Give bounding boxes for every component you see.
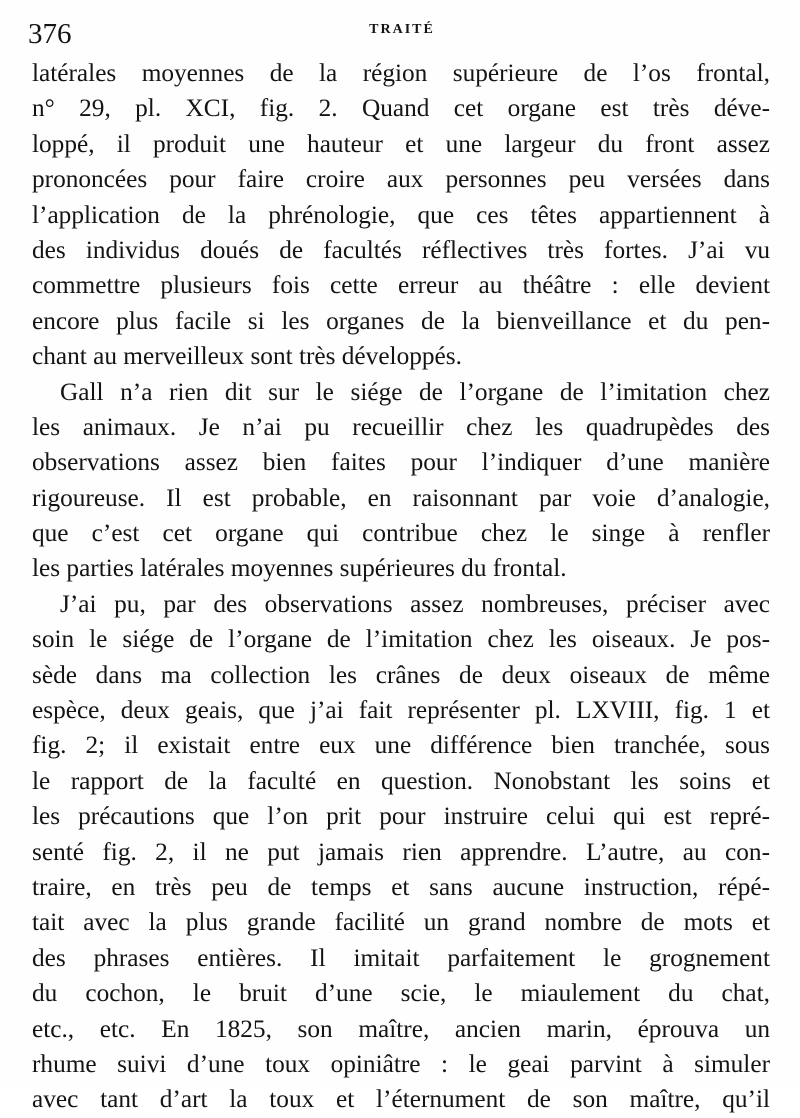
- text-line: que c’est cet organe qui contribue chez le singe à renfler: [32, 519, 770, 548]
- text-line: Gall n’a rien dit sur le siége de l’organe de l’imitation chez: [60, 377, 770, 406]
- text-line: soin le siége de l’organe de l’imitation chez les oiseaux. Je pos-: [32, 625, 770, 654]
- text-line: etc., etc. En 1825, son maître, ancien marin, éprouva un: [32, 1014, 770, 1043]
- text-line: des individus doués de facultés réflectives très fortes. J’ai vu: [32, 235, 770, 264]
- body-text: [32, 56, 770, 1118]
- text-line: le rapport de la faculté en question. Nonobstant les soins et: [32, 766, 770, 795]
- text-line: du cochon, le bruit d’une scie, le miaulement du chat,: [32, 979, 770, 1008]
- text-line: chant au merveilleux sont très développés.: [32, 342, 462, 371]
- text-line: tait avec la plus grande facilité un grand nombre de mots et: [32, 908, 770, 937]
- text-line: sède dans ma collection les crânes de deux oiseaux de même: [32, 660, 770, 689]
- text-line: rigoureuse. Il est probable, en raisonnant par voie d’analogie,: [32, 483, 770, 512]
- text-line: fig. 2; il existait entre eux une différence bien tranchée, sous: [32, 731, 770, 760]
- text-line: senté fig. 2, il ne put jamais rien apprendre. L’autre, au con-: [32, 837, 770, 866]
- text-line: loppé, il produit une hauteur et une largeur du front assez: [32, 129, 770, 158]
- text-line: avec tant d’art la toux et l’éternument de son maître, qu’il: [32, 1085, 770, 1114]
- running-title: TRAITÉ: [369, 22, 435, 37]
- text-line: l’application de la phrénologie, que ces têtes appartiennent à: [32, 200, 770, 229]
- text-line: latérales moyennes de la région supérieure de l’os frontal,: [32, 59, 770, 87]
- text-line: rhume suivi d’une toux opiniâtre : le geai parvint à simuler: [32, 1049, 770, 1078]
- text-line: espèce, deux geais, que j’ai fait représenter pl. LXVIII, fig. 1 et: [32, 696, 770, 725]
- text-line: observations assez bien faites pour l’indiquer d’une manière: [32, 448, 770, 477]
- page-number: 376: [28, 18, 72, 50]
- text-line: encore plus facile si les organes de la bienveillance et du pen-: [32, 306, 770, 335]
- text-line: J’ai pu, par des observations assez nombreuses, préciser avec: [60, 589, 770, 618]
- text-line: les animaux. Je n’ai pu recueillir chez les quadrupèdes des: [32, 412, 770, 441]
- page-header: [28, 16, 776, 52]
- text-line: traire, en très peu de temps et sans aucune instruction, répé-: [32, 872, 770, 901]
- text-line: les précautions que l’on prit pour instruire celui qui est repré-: [32, 802, 770, 831]
- text-line: commettre plusieurs fois cette erreur au théâtre : elle devient: [32, 271, 770, 300]
- text-line: les parties latérales moyennes supérieures du frontal.: [32, 554, 567, 583]
- text-line: des phrases entières. Il imitait parfaitement le grognement: [32, 943, 770, 972]
- text-line: n° 29, pl. XCI, fig. 2. Quand cet organe est très déve-: [32, 94, 770, 123]
- text-line: prononcées pour faire croire aux personnes peu versées dans: [32, 165, 770, 194]
